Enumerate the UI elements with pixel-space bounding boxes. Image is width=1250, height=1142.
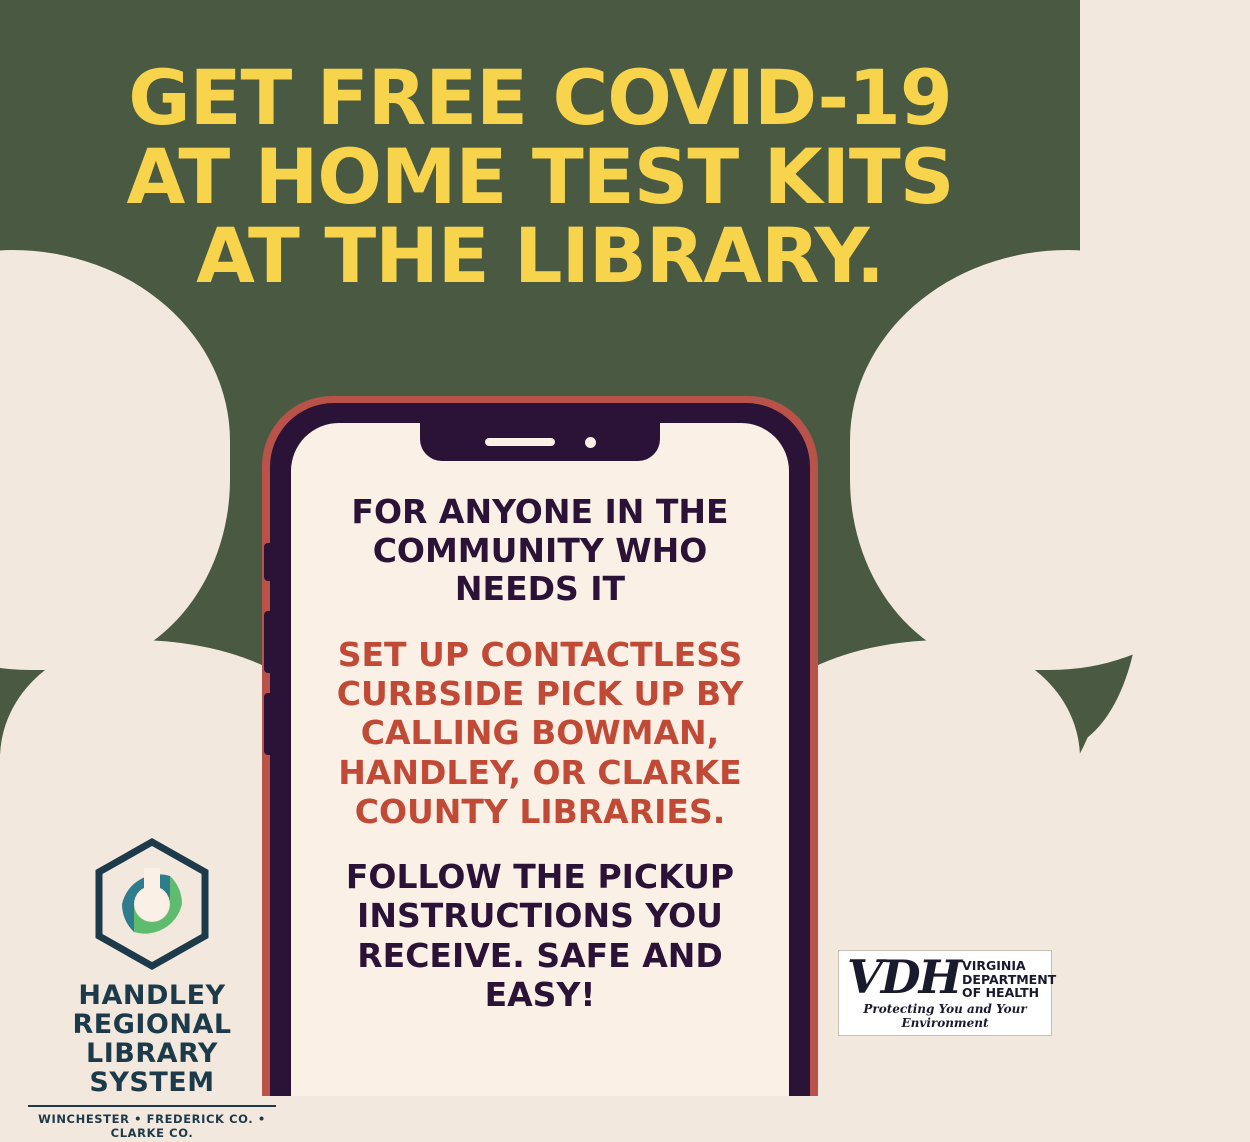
vdh-line-2: DEPARTMENT (962, 971, 1057, 987)
library-hexagon-svg (92, 838, 212, 970)
library-name-line-1: HANDLEY REGIONAL (72, 980, 232, 1040)
screen-text-pickup-instructions: SET UP CONTACTLESS CURBSIDE PICK UP BY CALLING BOWMAN, HANDLEY, OR CLARKE COUNTY LIBRARIES. (336, 634, 744, 831)
phone-volume-up-button (264, 611, 271, 673)
phone-silent-switch (264, 543, 271, 581)
library-hexagon-icon (92, 838, 212, 970)
vdh-line-3: OF HEALTH (962, 985, 1040, 1000)
vdh-logo (838, 950, 1057, 1036)
screen-text-followup: FOLLOW THE PICKUP INSTRUCTIONS YOU RECEIVE. SAFE AND EASY! (345, 857, 735, 1014)
vdh-monogram: VDH (847, 950, 961, 1004)
vdh-logo-row (847, 950, 1057, 1004)
phone-notch (420, 423, 660, 461)
library-locations: WINCHESTER • FREDERICK CO. • CLARKE CO. (28, 1105, 276, 1140)
library-name-line-2: LIBRARY SYSTEM (86, 1037, 218, 1098)
headline-line-3: AT THE LIBRARY. (196, 211, 884, 301)
phone-volume-down-button (264, 693, 271, 755)
phone-screen-content (291, 493, 789, 1014)
background-cream-right-wedge (850, 250, 1250, 670)
library-logo (28, 838, 276, 1142)
vdh-agency-name (962, 957, 1056, 1000)
phone-body (270, 403, 810, 1096)
phone-illustration (262, 396, 818, 1096)
phone-camera-icon (585, 437, 596, 448)
vdh-tagline: Protecting You and Your Environment (863, 1001, 1027, 1030)
vdh-line-1: VIRGINIA (962, 958, 1026, 973)
phone-speaker (485, 438, 555, 446)
headline-line-1: GET FREE COVID-19 (128, 53, 952, 142)
headline (0, 53, 1080, 301)
headline-line-2: AT HOME TEST KITS (126, 132, 954, 222)
phone-screen (291, 423, 789, 1096)
screen-text-audience: FOR ANYONE IN THE COMMUNITY WHO NEEDS IT (351, 492, 729, 609)
library-name (28, 982, 276, 1098)
